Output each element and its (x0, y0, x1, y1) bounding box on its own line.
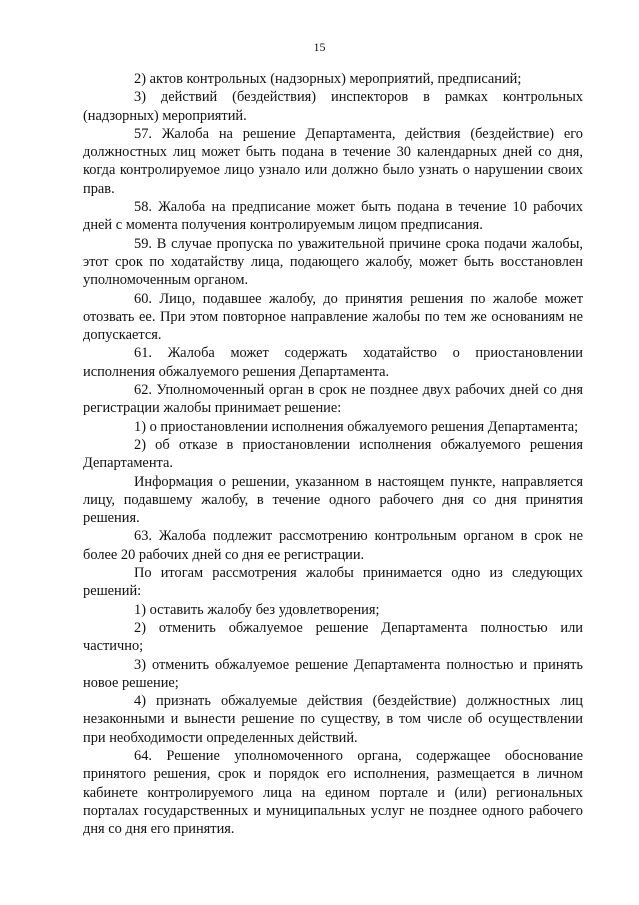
paragraph-62-information: Информация о решении, указанном в настоящем пункте, направляется лицу, подавшему жалобу, в течение одного рабочего дня со дня принятия решения. (83, 473, 583, 527)
page-number: 15 (313, 40, 326, 54)
paragraph-62-option-1: 1) о приостановлении исполнения обжалуемого решения Департамента; (134, 418, 579, 435)
paragraph-62: 62. Уполномоченный орган в срок не позднее двух рабочих дней со дня регистрации жалобы принимает решение: (83, 382, 583, 417)
paragraph-63-result-3: 3) отменить обжалуемое решение Департамента полностью и принять новое решение; (83, 656, 583, 691)
paragraph-63-result-4: 4) признать обжалуемые действия (бездействие) должностных лиц незаконными и вынести решение по существу, в том числе об осуществлении при необходимости определенных действий. (83, 693, 583, 746)
paragraph-61: 61. Жалоба может содержать ходатайство о приостановлении исполнения обжалуемого решения Департамента. (83, 345, 583, 380)
paragraph-63-results-intro: По итогам рассмотрения жалобы принимается одно из следующих решений: (83, 565, 583, 600)
paragraph-57: 57. Жалоба на решение Департамента, действия (бездействие) его должностных лиц может быть подана в течение 30 календарных дней со дня, когда контролируемое лицо узнало или должно было узнать о нарушении своих прав. (83, 125, 583, 197)
paragraph-63-result-2: 2) отменить обжалуемое решение Департамента полностью или частично; (83, 619, 583, 655)
paragraph-58: 58. Жалоба на предписание может быть подана в течение 10 рабочих дней с момента получения контролируемым лицом предписания. (83, 199, 583, 234)
paragraph-62-option-2: 2) об отказе в приостановлении исполнения обжалуемого решения Департамента. (83, 436, 583, 472)
paragraph-63-result-1: 1) оставить жалобу без удовлетворения; (134, 601, 380, 618)
paragraph-clause-3-inspectors: 3) действий (бездействия) инспекторов в рамках контрольных (надзорных) мероприятий. (83, 89, 583, 124)
paragraph-64: 64. Решение уполномоченного органа, содержащее обоснование принятого решения, срок и порядок его исполнения, размещается в личном кабинете контролируемого лица на едином портале и (или) региональных порталах государственных и муниципальных услуг не позднее одного рабочего дня со дня его принятия. (83, 747, 583, 838)
paragraph-clause-2-acts: 2) актов контрольных (надзорных) мероприятий, предписаний; (134, 71, 522, 87)
paragraph-60: 60. Лицо, подавшее жалобу, до принятия решения по жалобе может отозвать ее. При этом повторное направление жалобы по тем же основаниям не допускается. (83, 290, 583, 344)
paragraph-63: 63. Жалоба подлежит рассмотрению контрольным органом в срок не более 20 рабочих дней со дня ее регистрации. (83, 528, 583, 563)
document-body (83, 70, 583, 838)
paragraph-59: 59. В случае пропуска по уважительной причине срока подачи жалобы, этот срок по ходатайству лица, подающего жалобу, может быть восстановлен уполномоченным органом. (83, 235, 583, 289)
